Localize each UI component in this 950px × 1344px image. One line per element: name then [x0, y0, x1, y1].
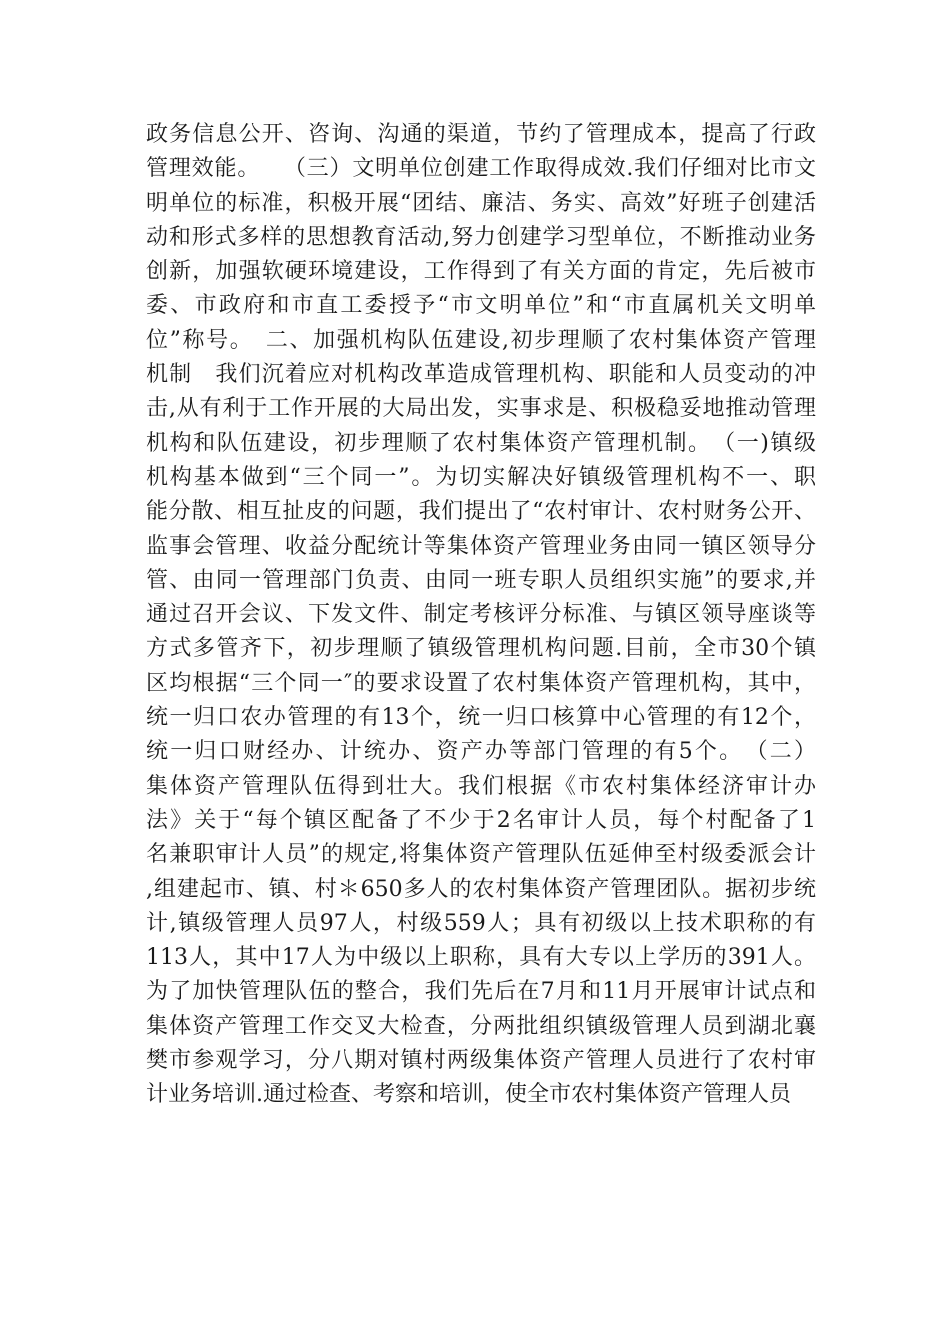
text-line: 计,镇级管理人员97人，村级559人；具有初级以上技术职称的有: [146, 910, 816, 936]
text-line: 机构和队伍建设，初步理顺了农村集体资产管理机制。 （一)镇级: [146, 430, 816, 456]
text-line: 法》关于“每个镇区配备了不少于2名审计人员，每个村配备了1: [146, 807, 816, 833]
text-line: 计业务培训.通过检查、考察和培训，使全市农村集体资产管理人员: [146, 1082, 791, 1108]
text-line: 机制 我们沉着应对机构改革造成管理机构、职能和人员变动的冲: [146, 362, 816, 388]
text-line: 集体资产管理队伍得到壮大。我们根据《市农村集体经济审计办: [146, 773, 816, 799]
text-line: 为了加快管理队伍的整合，我们先后在7月和11月开展审计试点和: [146, 979, 816, 1005]
text-line: 委、市政府和市直工委授予“市文明单位”和“市直属机关文明单: [146, 293, 816, 319]
text-line: 方式多管齐下，初步理顺了镇级管理机构问题.目前，全市30个镇: [146, 636, 816, 662]
text-line: 位”称号。 二、加强机构队伍建设,初步理顺了农村集体资产管理: [146, 327, 816, 353]
text-line: 区均根据“三个同一″的要求设置了农村集体资产管理机构，其中，: [146, 670, 816, 696]
text-line: 管、由同一管理部门负责、由同一班专职人员组织实施”的要求,并: [146, 567, 816, 593]
text-line: 监事会管理、收益分配统计等集体资产管理业务由同一镇区领导分: [146, 533, 816, 559]
text-line: ,组建起市、镇、村＊650多人的农村集体资产管理团队。据初步统: [146, 876, 816, 902]
text-line: 统一归口财经办、计统办、资产办等部门管理的有5个。 （二）: [146, 739, 816, 765]
text-line: 能分散、相互扯皮的问题，我们提出了“农村审计、农村财务公开、: [146, 499, 816, 525]
text-line: 管理效能。 （三）文明单位创建工作取得成效.我们仔细对比市文: [146, 156, 816, 182]
text-line: 集体资产管理工作交叉大检查，分两批组织镇级管理人员到湖北襄: [146, 1013, 816, 1039]
text-line: 113人，其中17人为中级以上职称，具有大专以上学历的391人。: [146, 945, 816, 971]
text-line: 统一归口农办管理的有13个，统一归口核算中心管理的有12个，: [146, 705, 816, 731]
text-line: 击,从有利于工作开展的大局出发，实事求是、积极稳妥地推动管理: [146, 396, 816, 422]
text-line: 创新，加强软硬环境建设，工作得到了有关方面的肯定，先后被市: [146, 259, 816, 285]
text-line: 机构基本做到“三个同一”。为切实解决好镇级管理机构不一、职: [146, 464, 816, 490]
text-line: 樊市参观学习，分八期对镇村两级集体资产管理人员进行了农村审: [146, 1048, 816, 1074]
body-text: [146, 118, 816, 1113]
text-line: 通过召开会议、下发文件、制定考核评分标准、与镇区领导座谈等: [146, 602, 816, 628]
text-line: 政务信息公开、咨询、沟通的渠道，节约了管理成本，提高了行政: [146, 122, 816, 147]
text-line: 名兼职审计人员”的规定,将集体资产管理队伍延伸至村级委派会计: [146, 842, 816, 868]
text-line: 动和形式多样的思想教育活动,努力创建学习型单位，不断推动业务: [146, 224, 816, 250]
text-line: 明单位的标准，积极开展“团结、廉洁、务实、高效”好班子创建活: [146, 190, 816, 216]
